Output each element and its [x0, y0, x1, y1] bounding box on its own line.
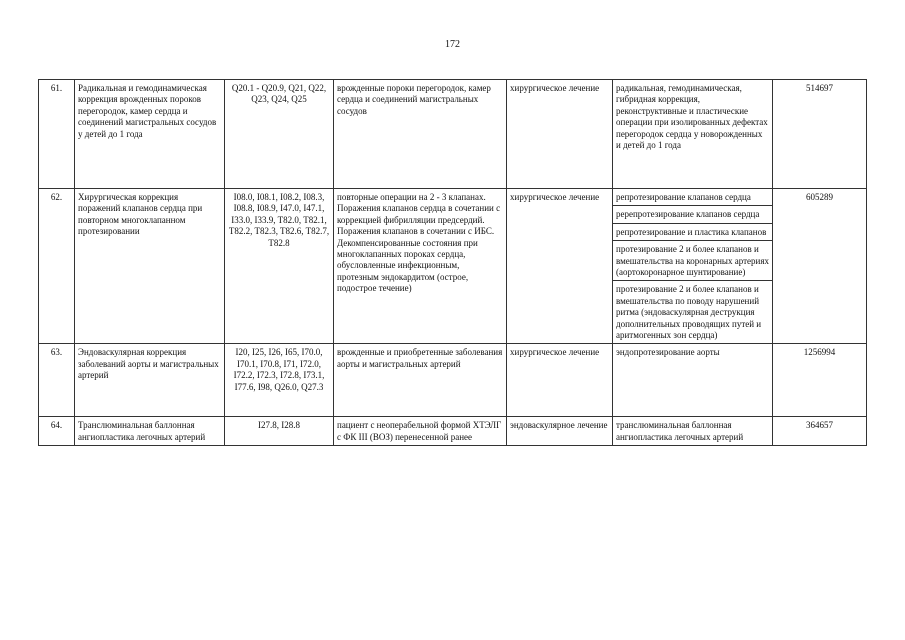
treatment-methods-cell	[613, 189, 773, 344]
treatment-method: транслюминальная баллонная ангиопластика легочных артерий	[613, 417, 773, 446]
row-number: 61.	[39, 80, 75, 189]
procedure-name: Хирургическая коррекция поражений клапанов сердца при повторном многоклапанном протезировании	[75, 189, 225, 344]
treatment-methods-list	[613, 189, 772, 343]
treatment-type: хирургическое лечение	[507, 344, 613, 417]
patient-model: врожденные и приобретенные заболевания аорты и магистральных артерий	[334, 344, 507, 417]
price: 605289	[773, 189, 867, 344]
icd-codes: I27.8, I28.8	[225, 417, 334, 446]
row-number: 63.	[39, 344, 75, 417]
treatment-type: хирургическое лечение	[507, 80, 613, 189]
treatment-method: радикальная, гемодинамическая, гибридная коррекция, реконструктивные и пластические операции при изолированных дефектах перегородок сердца у новорожденных и детей до 1 года	[613, 80, 773, 189]
treatment-method: репротезирование клапанов сердца	[613, 189, 772, 206]
treatment-method: ререпротезирование клапанов сердца	[613, 206, 772, 223]
price: 1256994	[773, 344, 867, 417]
table-row	[39, 80, 867, 189]
treatment-type: эндоваскулярное лечение	[507, 417, 613, 446]
patient-model: повторные операции на 2 - 3 клапанах. Поражения клапанов сердца в сочетании с коррекцией фибрилляции предсердий. Поражения клапанов в сочетании с ИБС. Декомпенсированные состояния при многоклапанных пороках сердца, обусловленные инфекционным, протезным эндокардитом (острое, подострое течение)	[334, 189, 507, 344]
icd-codes: Q20.1 - Q20.9, Q21, Q22, Q23, Q24, Q25	[225, 80, 334, 189]
table-row	[39, 344, 867, 417]
treatment-type: хирургическое лечение	[507, 189, 613, 344]
procedure-name: Радикальная и гемодинамическая коррекция врожденных пороков перегородок, камер сердца и соединений магистральных сосудов у детей до 1 года	[75, 80, 225, 189]
row-number: 64.	[39, 417, 75, 446]
icd-codes: I08.0, I08.1, I08.2, I08.3, I08.8, I08.9, I47.0, I47.1, I33.0, I33.9, T82.0, T82.1, T82.2, T82.3, T82.6, T82.7, T82.8	[225, 189, 334, 344]
patient-model: пациент с неоперабельной формой ХТЭЛГ с ФК III (ВОЗ) перенесенной ранее	[334, 417, 507, 446]
price: 364657	[773, 417, 867, 446]
procedure-name: Транслюминальная баллонная ангиопластика легочных артерий	[75, 417, 225, 446]
icd-codes: I20, I25, I26, I65, I70.0, I70.1, I70.8, I71, I72.0, I72.2, I72.3, I72.8, I73.1, I77.6, I98, Q26.0, Q27.3	[225, 344, 334, 417]
procedure-name: Эндоваскулярная коррекция заболеваний аорты и магистральных артерий	[75, 344, 225, 417]
patient-model: врожденные пороки перегородок, камер сердца и соединений магистральных сосудов	[334, 80, 507, 189]
treatment-method: репротезирование и пластика клапанов	[613, 224, 772, 241]
treatment-method: эндопротезирование аорты	[613, 344, 773, 417]
table-row	[39, 189, 867, 344]
price: 514697	[773, 80, 867, 189]
page-number: 172	[445, 39, 460, 50]
table-row	[39, 417, 867, 446]
procedures-table	[38, 79, 867, 446]
row-number: 62.	[39, 189, 75, 344]
treatment-method: протезирование 2 и более клапанов и вмешательства на коронарных артериях (аортокоронарное шунтирование)	[613, 241, 772, 281]
treatment-method: протезирование 2 и более клапанов и вмешательства по поводу нарушений ритма (эндоваскулярная деструкция дополнительных проводящих путей и аритмогенных зон сердца)	[616, 284, 762, 341]
